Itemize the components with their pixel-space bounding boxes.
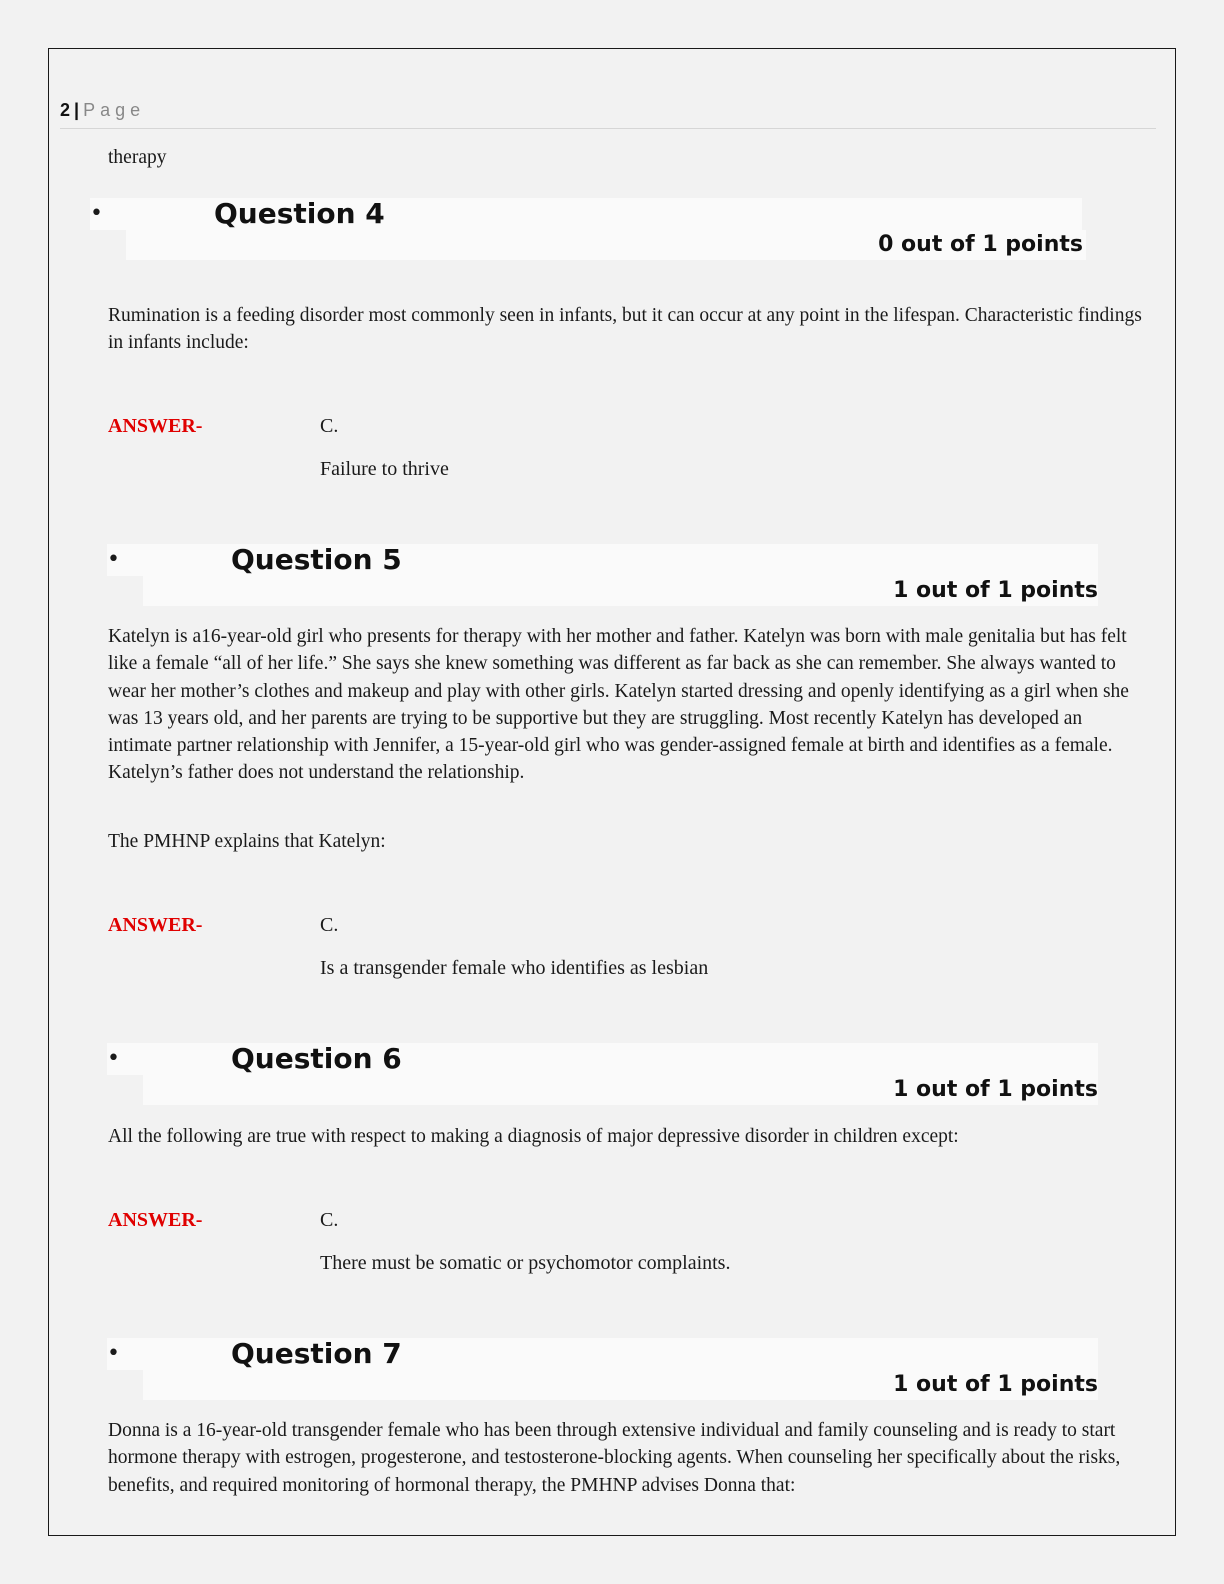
bullet-icon: • — [107, 1046, 120, 1071]
question-prompt: Katelyn is a16-year-old girl who presents for therapy with her mother and father. Katelyn was born with male genitalia but has felt like a female “all of her life.” She says she knew something was different as far back as she can remember. She always wanted to wear her mother’s clothes and makeup and play with other girls. Katelyn started dressing and openly identifying as a girl when she was 13 years old, and her parents are trying to be supportive but they are struggling. Most recently Katelyn has developed an intimate partner relationship with Jennifer, a 15-year-old girl who was gender-assigned female at birth and identifies as a female. Katelyn’s father does not understand the relationship. — [108, 626, 1129, 784]
question-title: Question 6 — [231, 1042, 402, 1075]
answer-text: Failure to thrive — [320, 458, 449, 480]
answer-label: ANSWER- — [108, 415, 203, 437]
page-header — [60, 100, 1156, 129]
header-separator: | — [74, 100, 80, 120]
question-prompt: Donna is a 16-year-old transgender female who has been through extensive individual and family counseling and is ready to start hormone therapy with estrogen, progesterone, and testosterone-blocking agents. When counseling her specifically about the risks, benefits, and required monitoring of hormonal therapy, the PMHNP advises Donna that: — [108, 1420, 1121, 1496]
question-points: 1 out of 1 points — [893, 1372, 1098, 1397]
answer-letter: C. — [320, 914, 339, 936]
bullet-icon: • — [107, 1341, 120, 1366]
question-title: Question 7 — [231, 1337, 402, 1370]
question-points: 1 out of 1 points — [893, 578, 1098, 603]
page-number: 2 — [60, 100, 71, 120]
answer-label: ANSWER- — [108, 914, 203, 936]
bullet-icon: • — [90, 201, 103, 226]
page-border — [48, 48, 1176, 1536]
question-prompt: All the following are true with respect to making a diagnosis of major depressive disorder in children except: — [108, 1126, 959, 1147]
answer-letter: C. — [320, 415, 339, 437]
question-prompt: Rumination is a feeding disorder most commonly seen in infants, but it can occur at any point in the lifespan. Characteristic findings in infants include: — [108, 305, 1142, 354]
answer-text: There must be somatic or psychomotor complaints. — [320, 1252, 731, 1274]
answer-letter: C. — [320, 1209, 339, 1231]
answer-label: ANSWER- — [108, 1209, 203, 1231]
question-points: 0 out of 1 points — [878, 232, 1083, 257]
page-word: Page — [83, 100, 146, 120]
continuation-text: therapy — [108, 147, 167, 168]
bullet-icon: • — [107, 547, 120, 572]
question-title: Question 5 — [231, 543, 402, 576]
question-title: Question 4 — [214, 197, 385, 230]
question-prompt-followup: The PMHNP explains that Katelyn: — [108, 831, 386, 852]
answer-text: Is a transgender female who identifies as lesbian — [320, 957, 709, 979]
question-points: 1 out of 1 points — [893, 1077, 1098, 1102]
